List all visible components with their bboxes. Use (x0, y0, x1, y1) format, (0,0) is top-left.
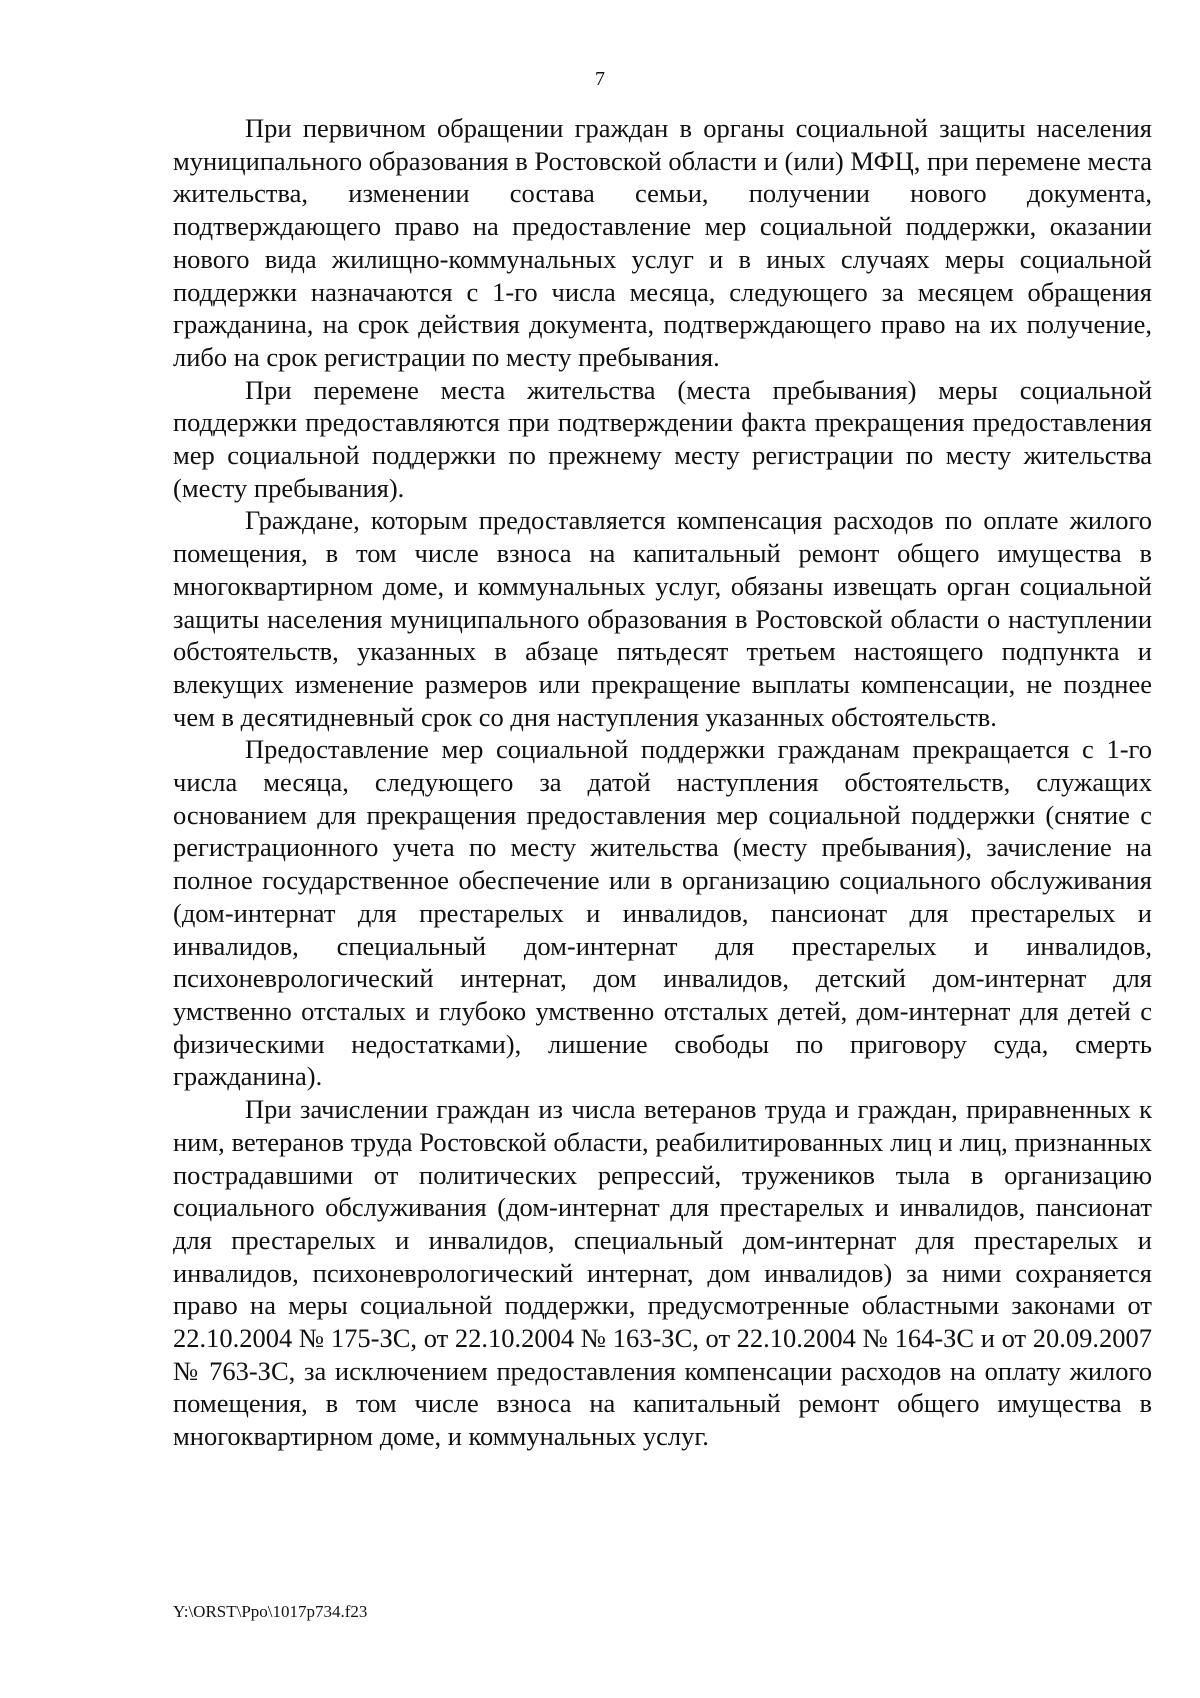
paragraph-termination-of-support: Предоставление мер социальной поддержки гражданам прекращается с 1-го числа месяца, следующего за датой наступления обстоятельств, служащих основанием для прекращения предоставления мер социальной поддержки (снятие с регистрационного учета по месту жительства (месту пребывания), зачисление на полное государственное обеспечение или в организацию социального обслуживания (дом-интернат для престарелых и инвалидов, пансионат для престарелых и инвалидов, специальный дом-интернат для престарелых и инвалидов, психоневрологический интернат, дом инвалидов, детский дом-интернат для умственно отсталых и глубоко умственно отсталых детей, дом-интернат для детей с физическими недостатками), лишение свободы по приговору суда, смерть гражданина). (173, 734, 1152, 1092)
paragraph-change-of-residence: При перемене места жительства (места пребывания) меры социальной поддержки предоставляются при подтверждении факта прекращения предоставления мер социальной поддержки по прежнему месту регистрации по месту жительства (месту пребывания). (173, 374, 1152, 503)
paragraph-compensation-notification: Граждане, которым предоставляется компенсация расходов по оплате жилого помещения, в том числе взноса на капитальный ремонт общего имущества в многоквартирном доме, и коммунальных услуг, обязаны извещать орган социальной защиты населения муниципального образования в Ростовской области о наступлении обстоятельств, указанных в абзаце пятьдесят третьем настоящего подпункта и влекущих изменение размеров или прекращение выплаты компенсации, не позднее чем в десятидневный срок со дня наступления указанных обстоятельств. (173, 505, 1152, 732)
paragraph-initial-application: При первичном обращении граждан в органы социальной защиты населения муниципального образования в Ростовской области и (или) МФЦ, при перемене места жительства, изменении состава семьи, получении нового документа, подтверждающего право на предоставление мер социальной поддержки, оказании нового вида жилищно-коммунальных услуг и в иных случаях меры социальной поддержки назначаются с 1-го числа месяца, следующего за месяцем обращения гражданина, на срок действия документа, подтверждающего право на их получение, либо на срок регистрации по месту пребывания. (173, 113, 1152, 372)
paragraph-retention-of-rights: При зачислении граждан из числа ветеранов труда и граждан, приравненных к ним, ветеранов труда Ростовской области, реабилитированных лиц и лиц, признанных пострадавшими от политических репрессий, тружеников тыла в организацию социального обслуживания (дом-интернат для престарелых и инвалидов, пансионат для престарелых и инвалидов, специальный дом-интернат для престарелых и инвалидов, психоневрологический интернат, дом инвалидов) за ними сохраняется право на меры социальной поддержки, предусмотренные областными законами от 22.10.2004 № 175-ЗС, от 22.10.2004 № 163-ЗС, от 22.10.2004 № 164-ЗС и от 20.09.2007 № 763-ЗС, за исключением предоставления компенсации расходов на оплату жилого помещения, в том числе взноса на капитальный ремонт общего имущества в многоквартирном доме, и коммунальных услуг. (173, 1094, 1152, 1452)
document-body (173, 112, 1152, 1453)
footer-file-path: Y:\ORST\Ppo\1017p734.f23 (173, 1602, 368, 1621)
page-number: 7 (595, 68, 605, 90)
